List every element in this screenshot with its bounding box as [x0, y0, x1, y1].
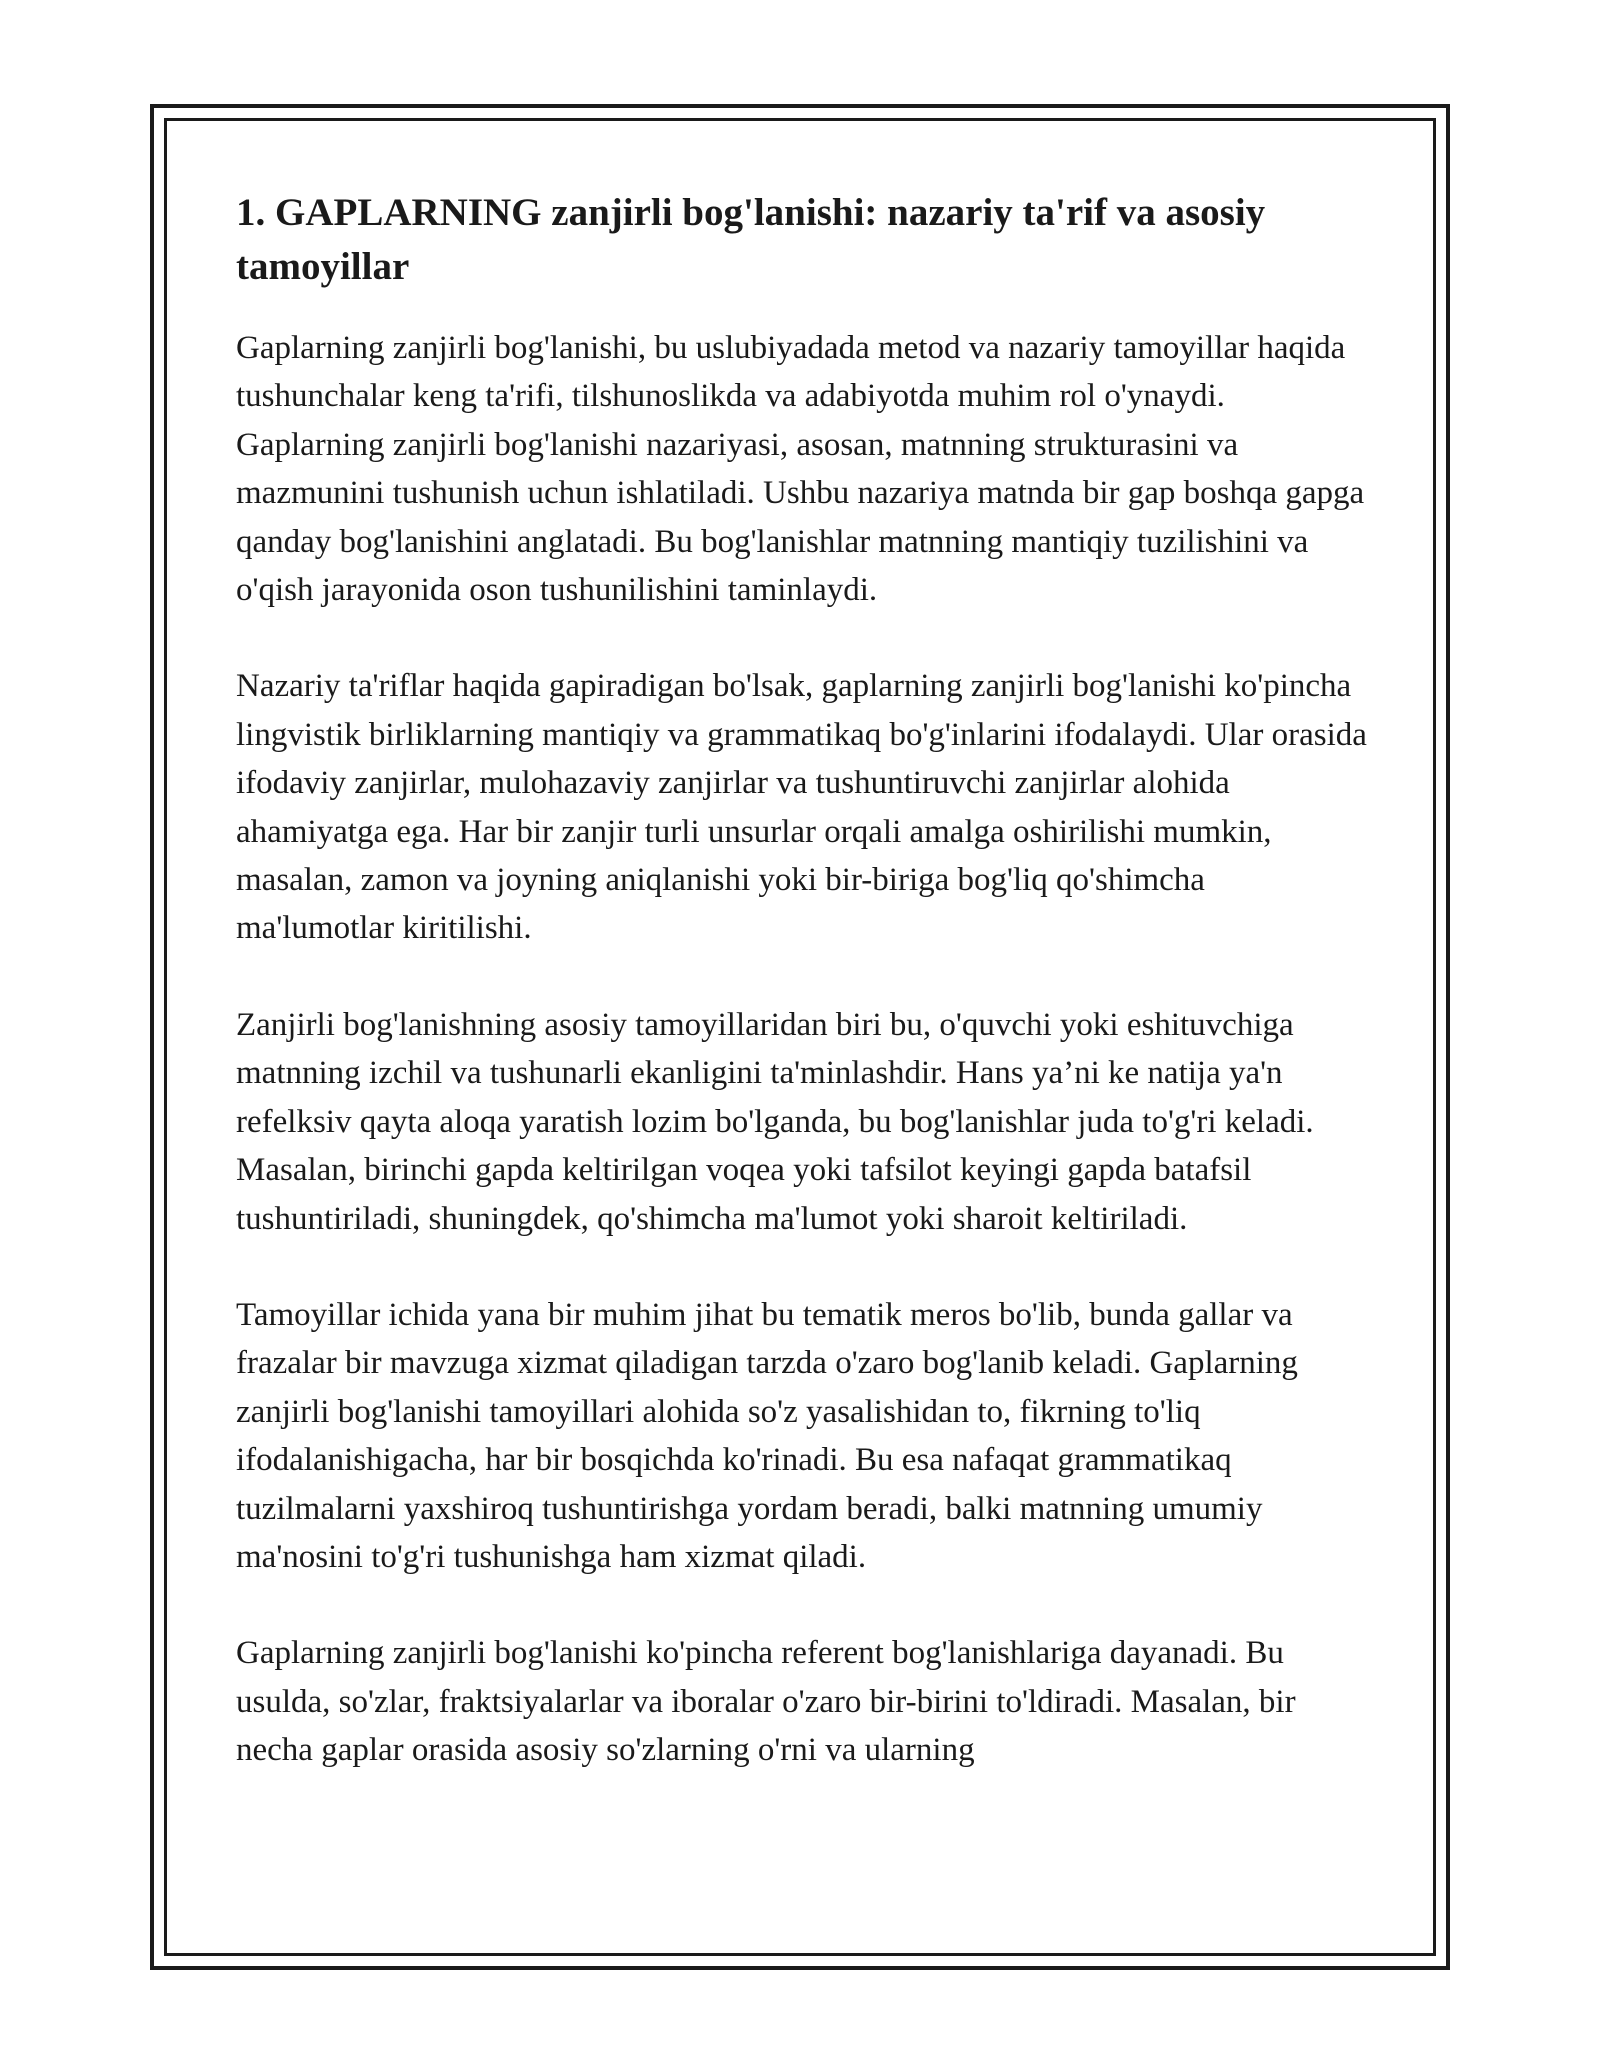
section-heading: 1. GAPLARNING zanjirli bog'lanishi: nazariy ta'rif va asosiy tamoyillar: [236, 191, 1266, 288]
paragraph-4: Tamoyillar ichida yana bir muhim jihat bu tematik meros bo'lib, bunda gallar va frazalar bir mavzuga xizmat qiladigan tarzda o'zaro bog'lanib keladi. Gaplarning zanjirli bog'lanishi tamoyillari alohida so'z yasalishidan to, fikrning to'liq ifodalanishigacha, har bir bosqichda ko'rinadi. Bu esa nafaqat grammatikaq tuzilmalarni yaxshiroq tushuntirishga yordam beradi, balki matnning umumiy ma'nosini to'g'ri tushunishga ham xizmat qiladi.: [236, 1296, 1298, 1575]
paragraph-1: Gaplarning zanjirli bog'lanishi, bu uslubiyadada metod va nazariy tamoyillar haqida tushunchalar keng ta'rifi, tilshunoslikda va adabiyotda muhim rol o'ynaydi. Gaplarning zanjirli bog'lanishi nazariyasi, asosan, matnning strukturasini va mazmunini tushunish uchun ishlatiladi. Ushbu nazariya matnda bir gap boshqa gapga qanday bog'lanishini anglatadi. Bu bog'lanishlar matnning mantiqiy tuzilishini va o'qish jarayonida oson tushunilishini taminlaydi.: [236, 330, 1365, 609]
paragraph-5: Gaplarning zanjirli bog'lanishi ko'pincha referent bog'lanishlariga dayanadi. Bu usulda, so'zlar, fraktsiyalarlar va iboralar o'zaro bir-birini to'ldiradi. Masalan, bir necha gaplar orasida asosiy so'zlarning o'rni va ularning: [236, 1635, 1296, 1769]
paragraph-3: Zanjirli bog'lanishning asosiy tamoyillaridan biri bu, o'quvchi yoki eshituvchiga matnning izchil va tushunarli ekanligini ta'minlashdir. Hans ya’ni ke natija ya'n refelksiv qayta aloqa yaratish lozim bo'lganda, bu bog'lanishlar juda to'g'ri keladi. Masalan, birinchi gapda keltirilgan voqea yoki tafsilot keyingi gapda batafsil tushuntiriladi, shuningdek, qo'shimcha ma'lumot yoki sharoit keltiriladi.: [236, 1006, 1314, 1237]
document-body: [236, 186, 1370, 1775]
paragraph-2: Nazariy ta'riflar haqida gapiradigan bo'lsak, gaplarning zanjirli bog'lanishi ko'pincha lingvistik birliklarning mantiqiy va grammatikaq bo'g'inlarini ifodalaydi. Ular orasida ifodaviy zanjirlar, mulohazaviy zanjirlar va tushuntiruvchi zanjirlar alohida ahamiyatga ega. Har bir zanjir turli unsurlar orqali amalga oshirilishi mumkin, masalan, zamon va joyning aniqlanishi yoki bir-biriga bog'liq qo'shimcha ma'lumotlar kiritilishi.: [236, 668, 1367, 947]
